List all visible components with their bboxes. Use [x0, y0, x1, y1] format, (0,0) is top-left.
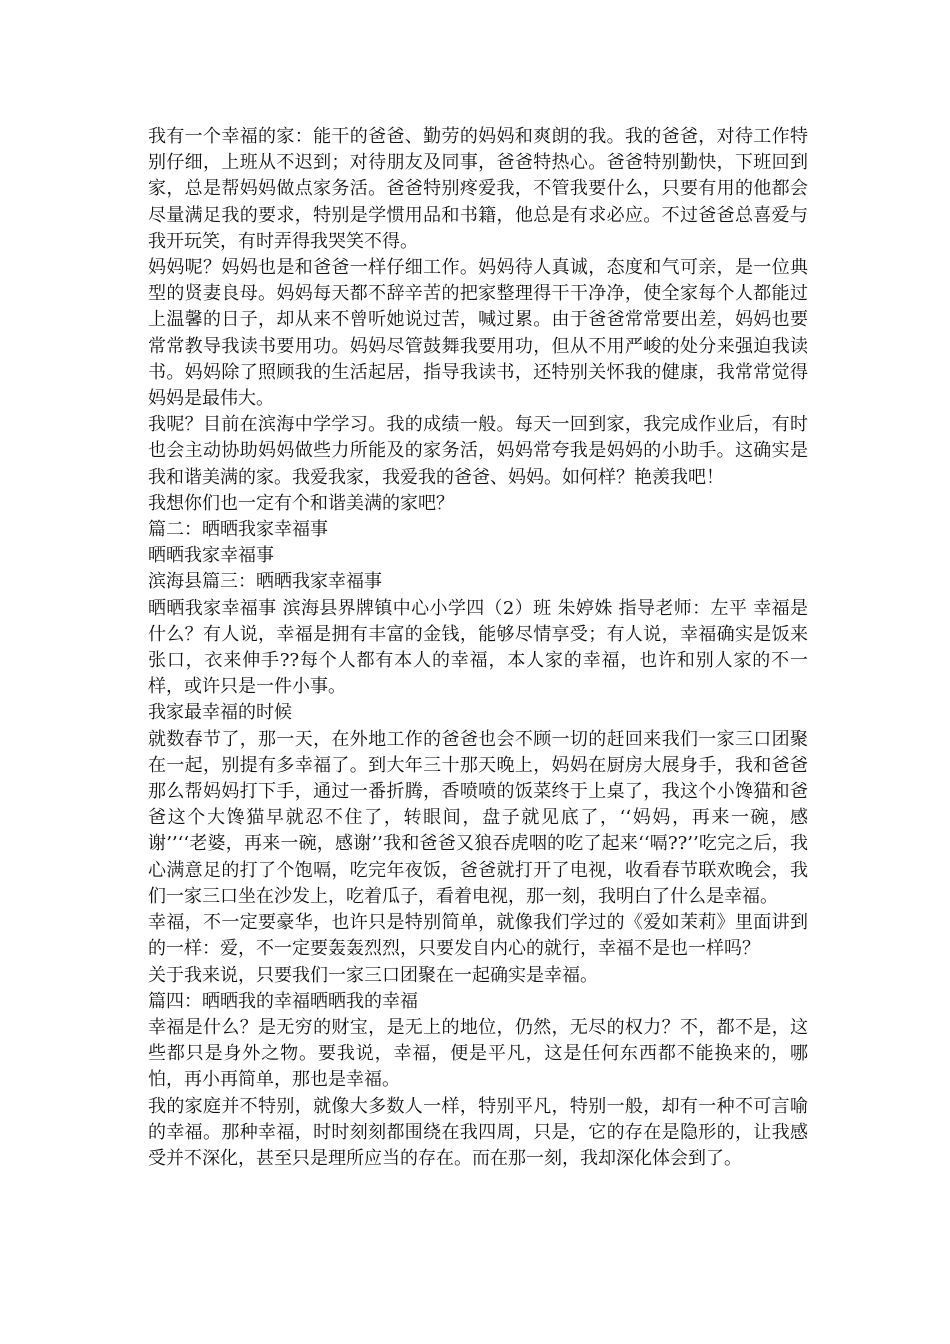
- section-heading: 我家最幸福的时候: [148, 702, 292, 724]
- section-heading: 篇二：晒晒我家幸福事: [148, 519, 328, 541]
- document-body: [148, 124, 808, 1172]
- paragraph: 我呢？目前在滨海中学学习。我的成绩一般。每天一回到家，我完成作业后，有时也会主动协助妈妈做些力所能及的家务活，妈妈常夸我是妈妈的小助手。这确实是我和谐美满的家。我爱我家，我爱我的爸爸、妈妈。如何样？艳羡我吧！: [148, 414, 808, 488]
- paragraph: 我有一个幸福的家：能干的爸爸、勤劳的妈妈和爽朗的我。我的爸爸，对待工作特别仔细，上班从不迟到；对待朋友及同事，爸爸特热心。爸爸特别勤快，下班回到家，总是帮妈妈做点家务活。爸爸特别疼爱我，不管我要什么，只要有用的他都会尽量满足我的要求，特别是学惯用品和书籍，他总是有求必应。不过爸爸总喜爱与我开玩笑，有时弄得我哭笑不得。: [148, 126, 808, 252]
- paragraph: 晒晒我家幸福事 滨海县界牌镇中心小学四（2）班 朱婷姝 指导老师：左平 幸福是什么？有人说，幸福是拥有丰富的金钱，能够尽情享受；有人说，幸福确实是饭来张口，衣来伸手??每个人都有本人的幸福，本人家的幸福，也许和别人家的不一样，或许只是一件小事。: [148, 597, 808, 698]
- paragraph: 幸福是什么？是无穷的财宝，是无上的地位，仍然，无尽的权力？不，都不是，这些都只是身外之物。要我说，幸福，便是平凡，这是任何东西都不能换来的，哪怕，再小再简单，那也是幸福。: [148, 1016, 808, 1091]
- section-heading: 晒晒我家幸福事: [148, 545, 274, 567]
- paragraph: 我的家庭并不特别，就像大多数人一样，特别平凡，特别一般，却有一种不可言喻的幸福。那种幸福，时时刻刻都围绕在我四周，只是，它的存在是隐形的，让我感受并不深化，甚至只是理所应当的存在。而在那一刻，我却深化体会到了。: [148, 1095, 808, 1169]
- section-heading: 滨海县篇三：晒晒我家幸福事: [148, 571, 382, 593]
- section-heading: 篇四：晒晒我的幸福晒晒我的幸福: [148, 990, 418, 1012]
- paragraph: 我想你们也一定有个和谐美满的家吧？: [148, 492, 454, 514]
- paragraph: 关于我来说，只要我们一家三口团聚在一起确实是幸福。: [148, 964, 598, 986]
- paragraph: 就数春节了，那一天，在外地工作的爸爸也会不顾一切的赶回来我们一家三口团聚在一起，别提有多幸福了。到大年三十那天晚上，妈妈在厨房大展身手，我和爸爸那么帮妈妈打下手，通过一番折腾，香喷喷的饭菜终于上桌了，我这个小馋猫和爸爸这个大馋猫早就忍不住了，转眼间，盘子就见底了，‘‘妈妈，再来一碗，感谢’’‘‘老婆，再来一碗，感谢’’我和爸爸又狼吞虎咽的吃了起来‘‘嗝??’’吃完之后，我心满意足的打了个饱嗝，吃完年夜饭，爸爸就打开了电视，收看春节联欢晚会，我们一家三口坐在沙发上，吃着瓜子，看着电视，那一刻，我明白了什么是幸福。: [148, 728, 808, 907]
- paragraph: 妈妈呢？妈妈也是和爸爸一样仔细工作。妈妈待人真诚，态度和气可亲，是一位典型的贤妻良母。妈妈每天都不辞辛苦的把家整理得干干净净，使全家每个人都能过上温馨的日子，却从来不曾听她说过苦，喊过累。由于爸爸常常要出差，妈妈也要常常教导我读书要用功。妈妈尽管鼓舞我要用功，但从不用严峻的处分来强迫我读书。妈妈除了照顾我的生活起居，指导我读书，还特别关怀我的健康，我常常觉得妈妈是最伟大。: [148, 257, 808, 410]
- paragraph: 幸福，不一定要豪华，也许只是特别简单，就像我们学过的《爱如茉莉》里面讲到的一样：爱，不一定要轰轰烈烈，只要发自内心的就行，幸福不是也一样吗？: [148, 912, 808, 960]
